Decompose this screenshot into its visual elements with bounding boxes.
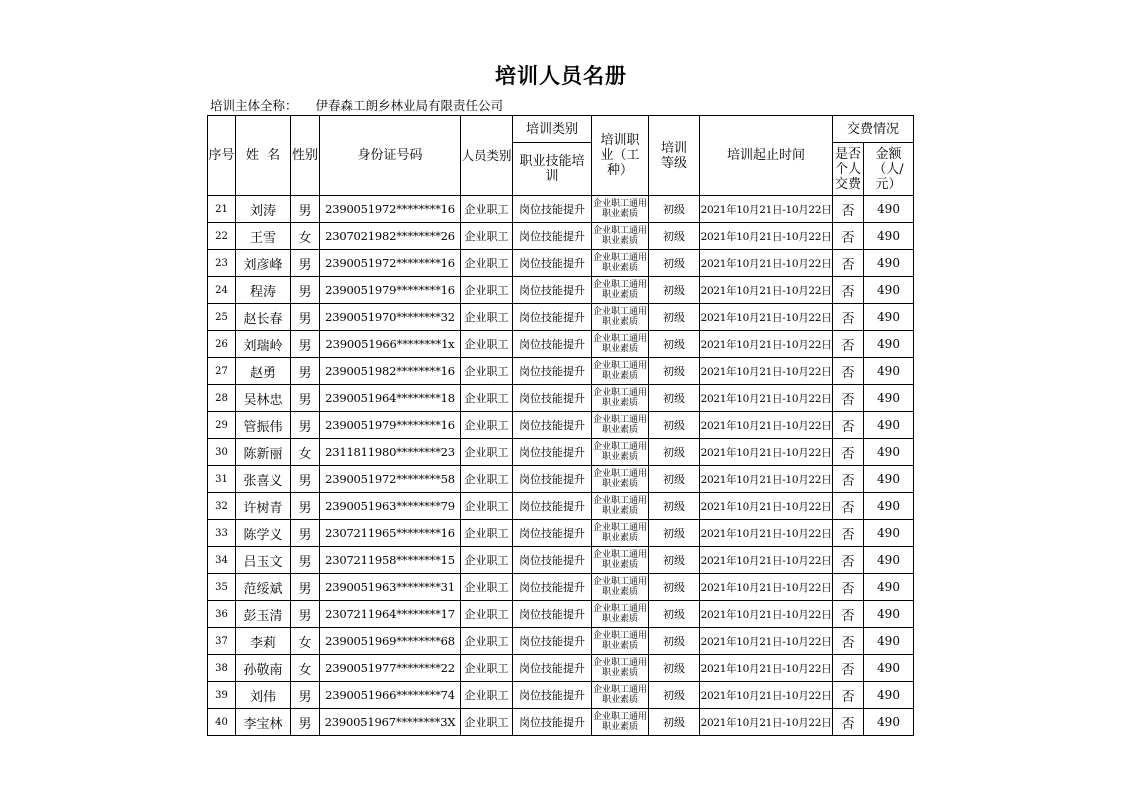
cell-self-pay: 否	[833, 466, 864, 493]
cell-period: 2021年10月21日-10月22日	[700, 304, 833, 331]
cell-occupation: 企业职工通用职业素质	[592, 196, 649, 223]
cell-id-number: 2311811980********23	[320, 439, 461, 466]
cell-name: 管振伟	[236, 412, 291, 439]
cell-amount: 490	[864, 331, 914, 358]
cell-training-category: 岗位技能提升	[513, 520, 592, 547]
cell-training-category: 岗位技能提升	[513, 709, 592, 736]
cell-period: 2021年10月21日-10月22日	[700, 412, 833, 439]
cell-gender: 女	[291, 439, 320, 466]
cell-gender: 男	[291, 574, 320, 601]
cell-gender: 男	[291, 412, 320, 439]
cell-self-pay: 否	[833, 493, 864, 520]
cell-gender: 男	[291, 250, 320, 277]
training-subject	[210, 96, 503, 114]
cell-name: 许树青	[236, 493, 291, 520]
cell-self-pay: 否	[833, 628, 864, 655]
cell-id-number: 2390051963********79	[320, 493, 461, 520]
cell-self-pay: 否	[833, 331, 864, 358]
cell-id-number: 2390051972********16	[320, 250, 461, 277]
cell-self-pay: 否	[833, 385, 864, 412]
cell-name: 陈新丽	[236, 439, 291, 466]
cell-id-number: 2307211964********17	[320, 601, 461, 628]
table-row	[208, 628, 914, 655]
table-row	[208, 574, 914, 601]
table-row	[208, 358, 914, 385]
cell-occupation: 企业职工通用职业素质	[592, 520, 649, 547]
cell-seq: 32	[208, 493, 236, 520]
cell-training-category: 岗位技能提升	[513, 628, 592, 655]
cell-name: 吴林忠	[236, 385, 291, 412]
cell-period: 2021年10月21日-10月22日	[700, 601, 833, 628]
cell-amount: 490	[864, 520, 914, 547]
table-row	[208, 385, 914, 412]
cell-gender: 女	[291, 223, 320, 250]
cell-occupation: 企业职工通用职业素质	[592, 331, 649, 358]
header-fee: 交费情况	[833, 116, 914, 143]
header-level: 培训等级	[649, 116, 700, 196]
cell-seq: 38	[208, 655, 236, 682]
cell-id-number: 2390051977********22	[320, 655, 461, 682]
table-row	[208, 655, 914, 682]
cell-seq: 36	[208, 601, 236, 628]
cell-amount: 490	[864, 655, 914, 682]
cell-id-number: 2307021982********26	[320, 223, 461, 250]
cell-period: 2021年10月21日-10月22日	[700, 223, 833, 250]
cell-person-type: 企业职工	[461, 412, 513, 439]
cell-id-number: 2390051963********31	[320, 574, 461, 601]
cell-level: 初级	[649, 385, 700, 412]
header-training-category-sub: 职业技能培训	[513, 143, 592, 196]
cell-amount: 490	[864, 304, 914, 331]
cell-level: 初级	[649, 466, 700, 493]
cell-amount: 490	[864, 358, 914, 385]
cell-training-category: 岗位技能提升	[513, 682, 592, 709]
cell-gender: 男	[291, 277, 320, 304]
cell-self-pay: 否	[833, 412, 864, 439]
cell-seq: 22	[208, 223, 236, 250]
cell-level: 初级	[649, 223, 700, 250]
cell-seq: 34	[208, 547, 236, 574]
header-gender: 性别	[291, 116, 320, 196]
cell-gender: 女	[291, 655, 320, 682]
cell-seq: 37	[208, 628, 236, 655]
cell-level: 初级	[649, 358, 700, 385]
cell-person-type: 企业职工	[461, 493, 513, 520]
cell-level: 初级	[649, 709, 700, 736]
cell-name: 刘彦峰	[236, 250, 291, 277]
cell-period: 2021年10月21日-10月22日	[700, 439, 833, 466]
cell-amount: 490	[864, 196, 914, 223]
table-row	[208, 250, 914, 277]
cell-period: 2021年10月21日-10月22日	[700, 655, 833, 682]
cell-gender: 女	[291, 628, 320, 655]
cell-gender: 男	[291, 196, 320, 223]
cell-amount: 490	[864, 439, 914, 466]
cell-amount: 490	[864, 493, 914, 520]
table-row	[208, 412, 914, 439]
cell-person-type: 企业职工	[461, 682, 513, 709]
cell-level: 初级	[649, 682, 700, 709]
cell-occupation: 企业职工通用职业素质	[592, 466, 649, 493]
table-row	[208, 601, 914, 628]
cell-seq: 25	[208, 304, 236, 331]
cell-seq: 21	[208, 196, 236, 223]
cell-training-category: 岗位技能提升	[513, 358, 592, 385]
cell-self-pay: 否	[833, 601, 864, 628]
header-training-category: 培训类别	[513, 116, 592, 143]
table-row	[208, 709, 914, 736]
cell-id-number: 2390051970********32	[320, 304, 461, 331]
cell-amount: 490	[864, 628, 914, 655]
cell-id-number: 2390051979********16	[320, 277, 461, 304]
header-id-number: 身份证号码	[320, 116, 461, 196]
cell-person-type: 企业职工	[461, 466, 513, 493]
cell-amount: 490	[864, 412, 914, 439]
cell-person-type: 企业职工	[461, 709, 513, 736]
cell-training-category: 岗位技能提升	[513, 250, 592, 277]
cell-name: 刘瑞岭	[236, 331, 291, 358]
cell-period: 2021年10月21日-10月22日	[700, 682, 833, 709]
cell-occupation: 企业职工通用职业素质	[592, 304, 649, 331]
cell-level: 初级	[649, 412, 700, 439]
cell-training-category: 岗位技能提升	[513, 412, 592, 439]
cell-level: 初级	[649, 547, 700, 574]
cell-level: 初级	[649, 439, 700, 466]
cell-name: 陈学义	[236, 520, 291, 547]
cell-seq: 39	[208, 682, 236, 709]
cell-level: 初级	[649, 277, 700, 304]
table-header	[208, 116, 914, 196]
cell-amount: 490	[864, 223, 914, 250]
cell-occupation: 企业职工通用职业素质	[592, 628, 649, 655]
cell-seq: 35	[208, 574, 236, 601]
cell-occupation: 企业职工通用职业素质	[592, 574, 649, 601]
cell-seq: 23	[208, 250, 236, 277]
table-row	[208, 331, 914, 358]
cell-self-pay: 否	[833, 304, 864, 331]
cell-level: 初级	[649, 520, 700, 547]
table-row	[208, 520, 914, 547]
cell-gender: 男	[291, 331, 320, 358]
cell-id-number: 2307211965********16	[320, 520, 461, 547]
cell-self-pay: 否	[833, 277, 864, 304]
cell-level: 初级	[649, 655, 700, 682]
header-period: 培训起止时间	[700, 116, 833, 196]
cell-amount: 490	[864, 385, 914, 412]
cell-amount: 490	[864, 709, 914, 736]
cell-id-number: 2390051982********16	[320, 358, 461, 385]
cell-training-category: 岗位技能提升	[513, 439, 592, 466]
header-occupation: 培训职业（工种）	[592, 116, 649, 196]
cell-amount: 490	[864, 682, 914, 709]
cell-name: 范绥斌	[236, 574, 291, 601]
header-fee-amount: 金额（人/元）	[864, 143, 914, 196]
cell-name: 李莉	[236, 628, 291, 655]
page-title: 培训人员名册	[495, 64, 627, 88]
cell-seq: 31	[208, 466, 236, 493]
cell-person-type: 企业职工	[461, 655, 513, 682]
header-seq: 序号	[208, 116, 236, 196]
cell-period: 2021年10月21日-10月22日	[700, 358, 833, 385]
cell-occupation: 企业职工通用职业素质	[592, 385, 649, 412]
cell-name: 李宝林	[236, 709, 291, 736]
cell-training-category: 岗位技能提升	[513, 466, 592, 493]
table-row	[208, 304, 914, 331]
cell-occupation: 企业职工通用职业素质	[592, 601, 649, 628]
cell-self-pay: 否	[833, 223, 864, 250]
cell-self-pay: 否	[833, 655, 864, 682]
cell-person-type: 企业职工	[461, 385, 513, 412]
cell-training-category: 岗位技能提升	[513, 196, 592, 223]
training-subject-label: 培训主体全称：	[210, 98, 298, 113]
cell-person-type: 企业职工	[461, 574, 513, 601]
cell-seq: 26	[208, 331, 236, 358]
cell-period: 2021年10月21日-10月22日	[700, 709, 833, 736]
cell-period: 2021年10月21日-10月22日	[700, 628, 833, 655]
cell-name: 吕玉文	[236, 547, 291, 574]
cell-seq: 29	[208, 412, 236, 439]
cell-id-number: 2390051966********74	[320, 682, 461, 709]
training-subject-value: 伊春森工朗乡林业局有限责任公司	[315, 98, 504, 113]
cell-occupation: 企业职工通用职业素质	[592, 250, 649, 277]
cell-amount: 490	[864, 466, 914, 493]
cell-occupation: 企业职工通用职业素质	[592, 655, 649, 682]
cell-amount: 490	[864, 574, 914, 601]
cell-name: 程涛	[236, 277, 291, 304]
cell-person-type: 企业职工	[461, 520, 513, 547]
cell-name: 刘涛	[236, 196, 291, 223]
cell-id-number: 2390051964********18	[320, 385, 461, 412]
cell-self-pay: 否	[833, 682, 864, 709]
cell-amount: 490	[864, 601, 914, 628]
cell-occupation: 企业职工通用职业素质	[592, 358, 649, 385]
cell-period: 2021年10月21日-10月22日	[700, 331, 833, 358]
cell-gender: 男	[291, 358, 320, 385]
cell-self-pay: 否	[833, 196, 864, 223]
cell-period: 2021年10月21日-10月22日	[700, 277, 833, 304]
header-fee-self: 是否个人交费	[833, 143, 864, 196]
cell-amount: 490	[864, 250, 914, 277]
cell-occupation: 企业职工通用职业素质	[592, 277, 649, 304]
cell-training-category: 岗位技能提升	[513, 331, 592, 358]
cell-training-category: 岗位技能提升	[513, 385, 592, 412]
cell-name: 赵长春	[236, 304, 291, 331]
cell-self-pay: 否	[833, 439, 864, 466]
cell-level: 初级	[649, 628, 700, 655]
cell-training-category: 岗位技能提升	[513, 277, 592, 304]
cell-occupation: 企业职工通用职业素质	[592, 439, 649, 466]
cell-person-type: 企业职工	[461, 223, 513, 250]
cell-gender: 男	[291, 709, 320, 736]
cell-period: 2021年10月21日-10月22日	[700, 547, 833, 574]
cell-id-number: 2390051979********16	[320, 412, 461, 439]
cell-occupation: 企业职工通用职业素质	[592, 223, 649, 250]
cell-period: 2021年10月21日-10月22日	[700, 574, 833, 601]
header-name: 姓 名	[236, 116, 291, 196]
cell-gender: 男	[291, 304, 320, 331]
roster-table	[207, 115, 914, 736]
cell-id-number: 2390051967********3X	[320, 709, 461, 736]
table-body	[208, 196, 914, 736]
cell-occupation: 企业职工通用职业素质	[592, 547, 649, 574]
cell-training-category: 岗位技能提升	[513, 493, 592, 520]
cell-period: 2021年10月21日-10月22日	[700, 520, 833, 547]
cell-self-pay: 否	[833, 250, 864, 277]
table-row	[208, 466, 914, 493]
cell-period: 2021年10月21日-10月22日	[700, 385, 833, 412]
table-row	[208, 493, 914, 520]
cell-id-number: 2307211958********15	[320, 547, 461, 574]
cell-person-type: 企业职工	[461, 547, 513, 574]
cell-person-type: 企业职工	[461, 277, 513, 304]
cell-level: 初级	[649, 304, 700, 331]
cell-training-category: 岗位技能提升	[513, 223, 592, 250]
cell-id-number: 2390051972********16	[320, 196, 461, 223]
cell-period: 2021年10月21日-10月22日	[700, 250, 833, 277]
cell-training-category: 岗位技能提升	[513, 601, 592, 628]
cell-name: 彭玉清	[236, 601, 291, 628]
cell-id-number: 2390051972********58	[320, 466, 461, 493]
cell-gender: 男	[291, 493, 320, 520]
cell-amount: 490	[864, 277, 914, 304]
cell-person-type: 企业职工	[461, 628, 513, 655]
cell-training-category: 岗位技能提升	[513, 547, 592, 574]
cell-seq: 33	[208, 520, 236, 547]
cell-self-pay: 否	[833, 574, 864, 601]
cell-id-number: 2390051969********68	[320, 628, 461, 655]
cell-level: 初级	[649, 601, 700, 628]
cell-person-type: 企业职工	[461, 196, 513, 223]
cell-name: 刘伟	[236, 682, 291, 709]
cell-gender: 男	[291, 682, 320, 709]
cell-seq: 28	[208, 385, 236, 412]
cell-amount: 490	[864, 547, 914, 574]
cell-name: 张喜义	[236, 466, 291, 493]
cell-period: 2021年10月21日-10月22日	[700, 196, 833, 223]
cell-training-category: 岗位技能提升	[513, 574, 592, 601]
table-row	[208, 277, 914, 304]
cell-occupation: 企业职工通用职业素质	[592, 493, 649, 520]
cell-occupation: 企业职工通用职业素质	[592, 682, 649, 709]
cell-self-pay: 否	[833, 709, 864, 736]
header-person-type: 人员类别	[461, 116, 513, 196]
cell-level: 初级	[649, 331, 700, 358]
cell-name: 王雪	[236, 223, 291, 250]
cell-person-type: 企业职工	[461, 331, 513, 358]
cell-id-number: 2390051966********1x	[320, 331, 461, 358]
cell-person-type: 企业职工	[461, 250, 513, 277]
cell-person-type: 企业职工	[461, 601, 513, 628]
cell-level: 初级	[649, 574, 700, 601]
cell-self-pay: 否	[833, 358, 864, 385]
cell-name: 孙敬南	[236, 655, 291, 682]
cell-level: 初级	[649, 250, 700, 277]
cell-seq: 40	[208, 709, 236, 736]
cell-self-pay: 否	[833, 547, 864, 574]
cell-seq: 30	[208, 439, 236, 466]
cell-occupation: 企业职工通用职业素质	[592, 412, 649, 439]
cell-name: 赵勇	[236, 358, 291, 385]
cell-gender: 男	[291, 385, 320, 412]
cell-person-type: 企业职工	[461, 358, 513, 385]
cell-gender: 男	[291, 520, 320, 547]
table-row	[208, 439, 914, 466]
cell-self-pay: 否	[833, 520, 864, 547]
table-row	[208, 196, 914, 223]
cell-gender: 男	[291, 466, 320, 493]
cell-training-category: 岗位技能提升	[513, 655, 592, 682]
cell-occupation: 企业职工通用职业素质	[592, 709, 649, 736]
cell-person-type: 企业职工	[461, 304, 513, 331]
cell-gender: 男	[291, 547, 320, 574]
cell-training-category: 岗位技能提升	[513, 304, 592, 331]
cell-seq: 24	[208, 277, 236, 304]
cell-person-type: 企业职工	[461, 439, 513, 466]
cell-level: 初级	[649, 493, 700, 520]
cell-gender: 男	[291, 601, 320, 628]
table-row	[208, 547, 914, 574]
cell-level: 初级	[649, 196, 700, 223]
table-row	[208, 223, 914, 250]
cell-seq: 27	[208, 358, 236, 385]
cell-period: 2021年10月21日-10月22日	[700, 466, 833, 493]
cell-period: 2021年10月21日-10月22日	[700, 493, 833, 520]
table-row	[208, 682, 914, 709]
